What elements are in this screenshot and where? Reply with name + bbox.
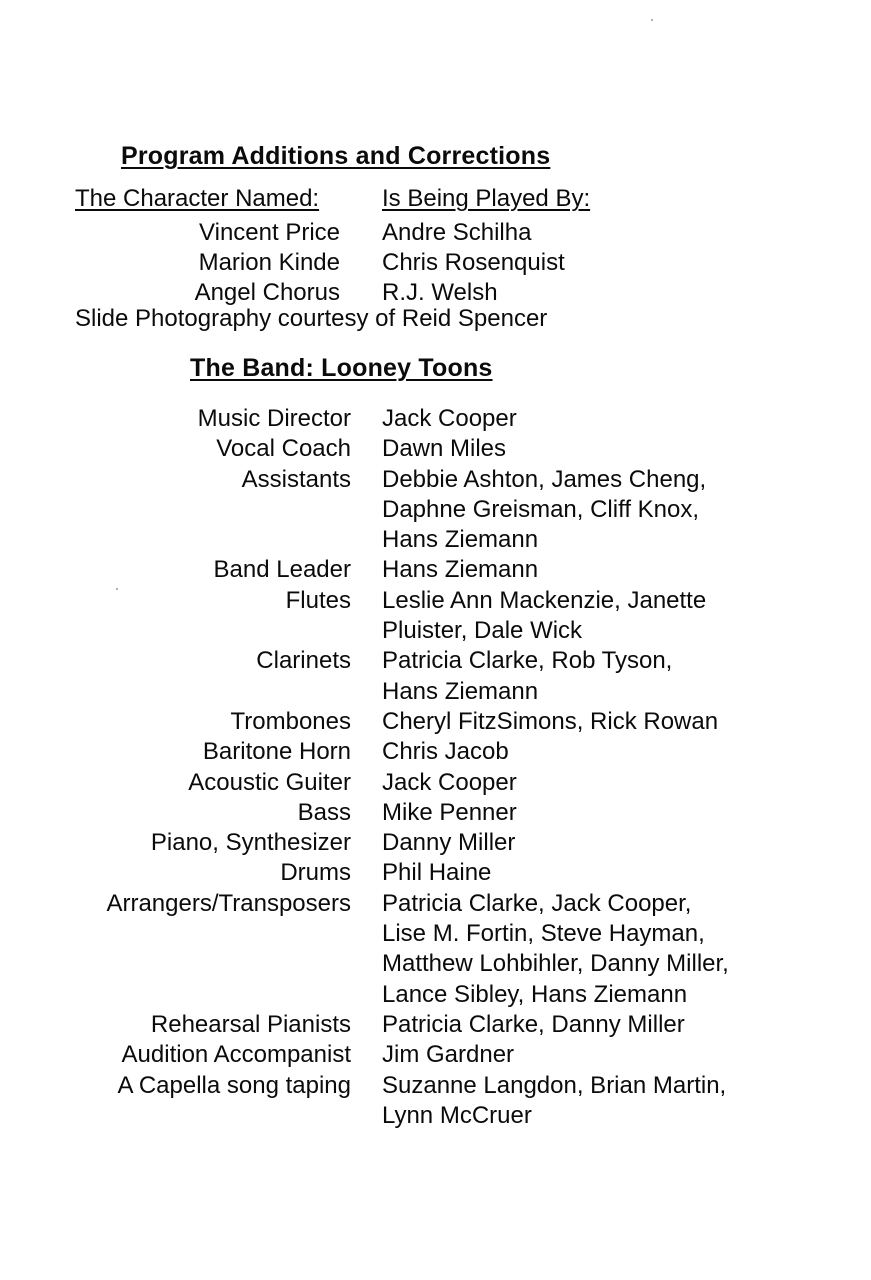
band-members (382, 646, 822, 707)
cast-actor: Chris Rosenquist (382, 249, 565, 276)
band-row (0, 1040, 871, 1070)
band-members (382, 798, 822, 828)
band-members (382, 889, 822, 1010)
band-role: Rehearsal Pianists (150, 1010, 351, 1038)
cast-actor: Andre Schilha (382, 219, 532, 246)
band-member-line: Chris Jacob (382, 738, 509, 766)
band-role: Piano, Synthesizer (150, 829, 351, 857)
band-member-line: Danny Miller (382, 829, 516, 857)
program-corrections-title: Program Additions and Corrections (121, 142, 551, 170)
character-column-header: The Character Named: (75, 185, 320, 212)
band-row (0, 768, 871, 798)
band-member-line: Patricia Clarke, Rob Tyson, (382, 647, 673, 675)
band-row (0, 555, 871, 585)
band-row (0, 586, 871, 647)
band-member-line: Pluister, Dale Wick (382, 617, 583, 645)
cast-actor: R.J. Welsh (382, 279, 498, 306)
band-member-line: Phil Haine (382, 859, 492, 887)
band-role: Acoustic Guiter (188, 768, 351, 796)
band-members (382, 1071, 822, 1132)
band-role: Trombones (230, 707, 351, 735)
band-member-line: Dawn Miles (382, 435, 507, 463)
band-members (382, 858, 822, 888)
band-members (382, 404, 822, 434)
band-row (0, 828, 871, 858)
band-members (382, 1040, 822, 1070)
band-row (0, 646, 871, 707)
band-row (0, 404, 871, 434)
cast-character: Vincent Price (199, 219, 340, 246)
band-member-line: Hans Ziemann (382, 526, 539, 554)
band-role: A Capella song taping (117, 1071, 351, 1099)
band-members (382, 768, 822, 798)
band-members (382, 586, 822, 647)
band-role: Band Leader (213, 556, 351, 584)
slide-photography-credit: Slide Photography courtesy of Reid Spencer (75, 305, 548, 332)
band-role: Baritone Horn (202, 738, 351, 766)
band-role: Assistants (241, 465, 351, 493)
band-member-line: Leslie Ann Mackenzie, Janette (382, 586, 707, 614)
band-role: Drums (280, 859, 351, 887)
band-role: Bass (297, 798, 351, 826)
band-member-line: Debbie Ashton, James Cheng, (382, 465, 707, 493)
band-row (0, 1010, 871, 1040)
band-role: Audition Accompanist (121, 1041, 351, 1069)
band-member-line: Jim Gardner (382, 1041, 515, 1069)
band-members (382, 465, 822, 556)
band-row (0, 434, 871, 464)
band-row (0, 889, 871, 1010)
band-members (382, 828, 822, 858)
band-member-line: Jack Cooper (382, 768, 517, 796)
band-members (382, 434, 822, 464)
band-row (0, 707, 871, 737)
band-members (382, 555, 822, 585)
band-member-line: Patricia Clarke, Danny Miller (382, 1010, 685, 1038)
band-member-line: Daphne Greisman, Cliff Knox, (382, 495, 700, 523)
band-credits-list (0, 404, 871, 1131)
band-row (0, 465, 871, 556)
band-row (0, 737, 871, 767)
band-members (382, 1010, 822, 1040)
band-members (382, 707, 822, 737)
band-member-line: Mike Penner (382, 798, 517, 826)
band-row (0, 858, 871, 888)
cast-character: Angel Chorus (194, 279, 340, 306)
band-member-line: Hans Ziemann (382, 677, 539, 705)
paper-speck (651, 19, 653, 21)
band-role: Music Director (197, 405, 351, 432)
band-member-line: Lance Sibley, Hans Ziemann (382, 980, 688, 1008)
band-member-line: Matthew Lohbihler, Danny Miller, (382, 950, 729, 978)
band-member-line: Suzanne Langdon, Brian Martin, (382, 1071, 727, 1099)
band-role: Vocal Coach (216, 435, 351, 463)
cast-character: Marion Kinde (198, 249, 340, 276)
actor-column-header: Is Being Played By: (382, 185, 591, 212)
band-members (382, 737, 822, 767)
band-title: The Band: Looney Toons (190, 354, 493, 382)
band-member-line: Hans Ziemann (382, 556, 539, 584)
band-member-line: Jack Cooper (382, 405, 517, 432)
band-role: Flutes (285, 586, 351, 614)
band-member-line: Patricia Clarke, Jack Cooper, (382, 889, 692, 917)
band-role: Clarinets (256, 647, 351, 675)
band-row (0, 798, 871, 828)
band-row (0, 1071, 871, 1132)
band-member-line: Lise M. Fortin, Steve Hayman, (382, 920, 705, 948)
band-member-line: Cheryl FitzSimons, Rick Rowan (382, 707, 719, 735)
band-role: Arrangers/Transposers (106, 889, 351, 917)
band-member-line: Lynn McCruer (382, 1101, 532, 1129)
